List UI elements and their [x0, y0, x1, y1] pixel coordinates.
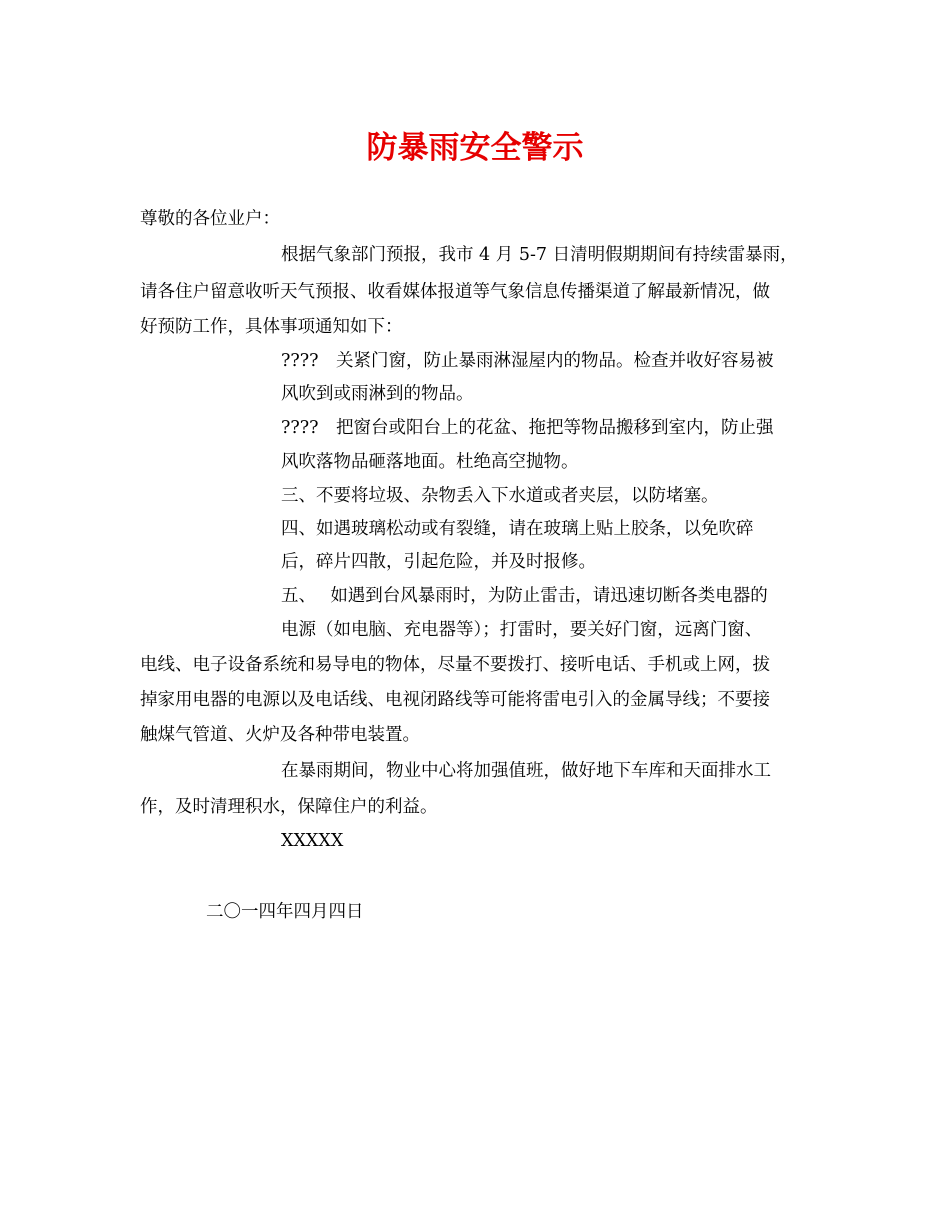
- item-5-line-5: 触煤气管道、火炉及各种带电装置。: [140, 725, 420, 745]
- signature: XXXXX: [281, 831, 344, 851]
- item-4-line-2: 后，碎片四散，引起危险，并及时报修。: [281, 552, 596, 572]
- document-title: 防暴雨安全警示: [366, 130, 584, 166]
- intro-line-1: 根据气象部门预报，我市 4 月 5-7 日清明假期期间有持续雷暴雨，: [281, 245, 798, 265]
- date: 二〇一四年四月四日: [206, 902, 364, 922]
- item-4-line-1: 四、如遇玻璃松动或有裂缝，请在玻璃上贴上胶条，以免吹碎: [281, 519, 754, 539]
- closing-line-1: 在暴雨期间，物业中心将加强值班，做好地下车库和天面排水工: [281, 761, 771, 781]
- item-5-line-3: 电线、电子设备系统和易导电的物体，尽量不要拨打、接听电话、手机或上网，拔: [140, 655, 770, 675]
- item-2-line-1: ???? 把窗台或阳台上的花盆、拖把等物品搬移到室内，防止强: [281, 418, 774, 438]
- item-5-line-4: 掉家用电器的电源以及电话线、电视闭路线等可能将雷电引入的金属导线；不要接: [140, 690, 770, 710]
- closing-line-2: 作，及时清理积水，保障住户的利益。: [140, 797, 438, 817]
- item-1-line-2: 风吹到或雨淋到的物品。: [281, 384, 474, 404]
- intro-line-3: 好预防工作，具体事项通知如下：: [140, 317, 403, 337]
- greeting: 尊敬的各位业户：: [140, 209, 280, 229]
- item-5-line-2: 电源（如电脑、充电器等）；打雷时，要关好门窗，远离门窗、: [281, 620, 763, 640]
- item-1-line-1: ???? 关紧门窗，防止暴雨淋湿屋内的物品。检查并收好容易被: [281, 351, 774, 371]
- item-5-line-1: 五、 如遇到台风暴雨时，为防止雷击，请迅速切断各类电器的: [281, 586, 768, 606]
- item-3-line-1: 三、不要将垃圾、杂物丢入下水道或者夹层，以防堵塞。: [281, 486, 719, 506]
- item-2-line-2: 风吹落物品砸落地面。杜绝高空抛物。: [281, 452, 579, 472]
- intro-line-2: 请各住户留意收听天气预报、收看媒体报道等气象信息传播渠道了解最新情况，做: [140, 282, 770, 302]
